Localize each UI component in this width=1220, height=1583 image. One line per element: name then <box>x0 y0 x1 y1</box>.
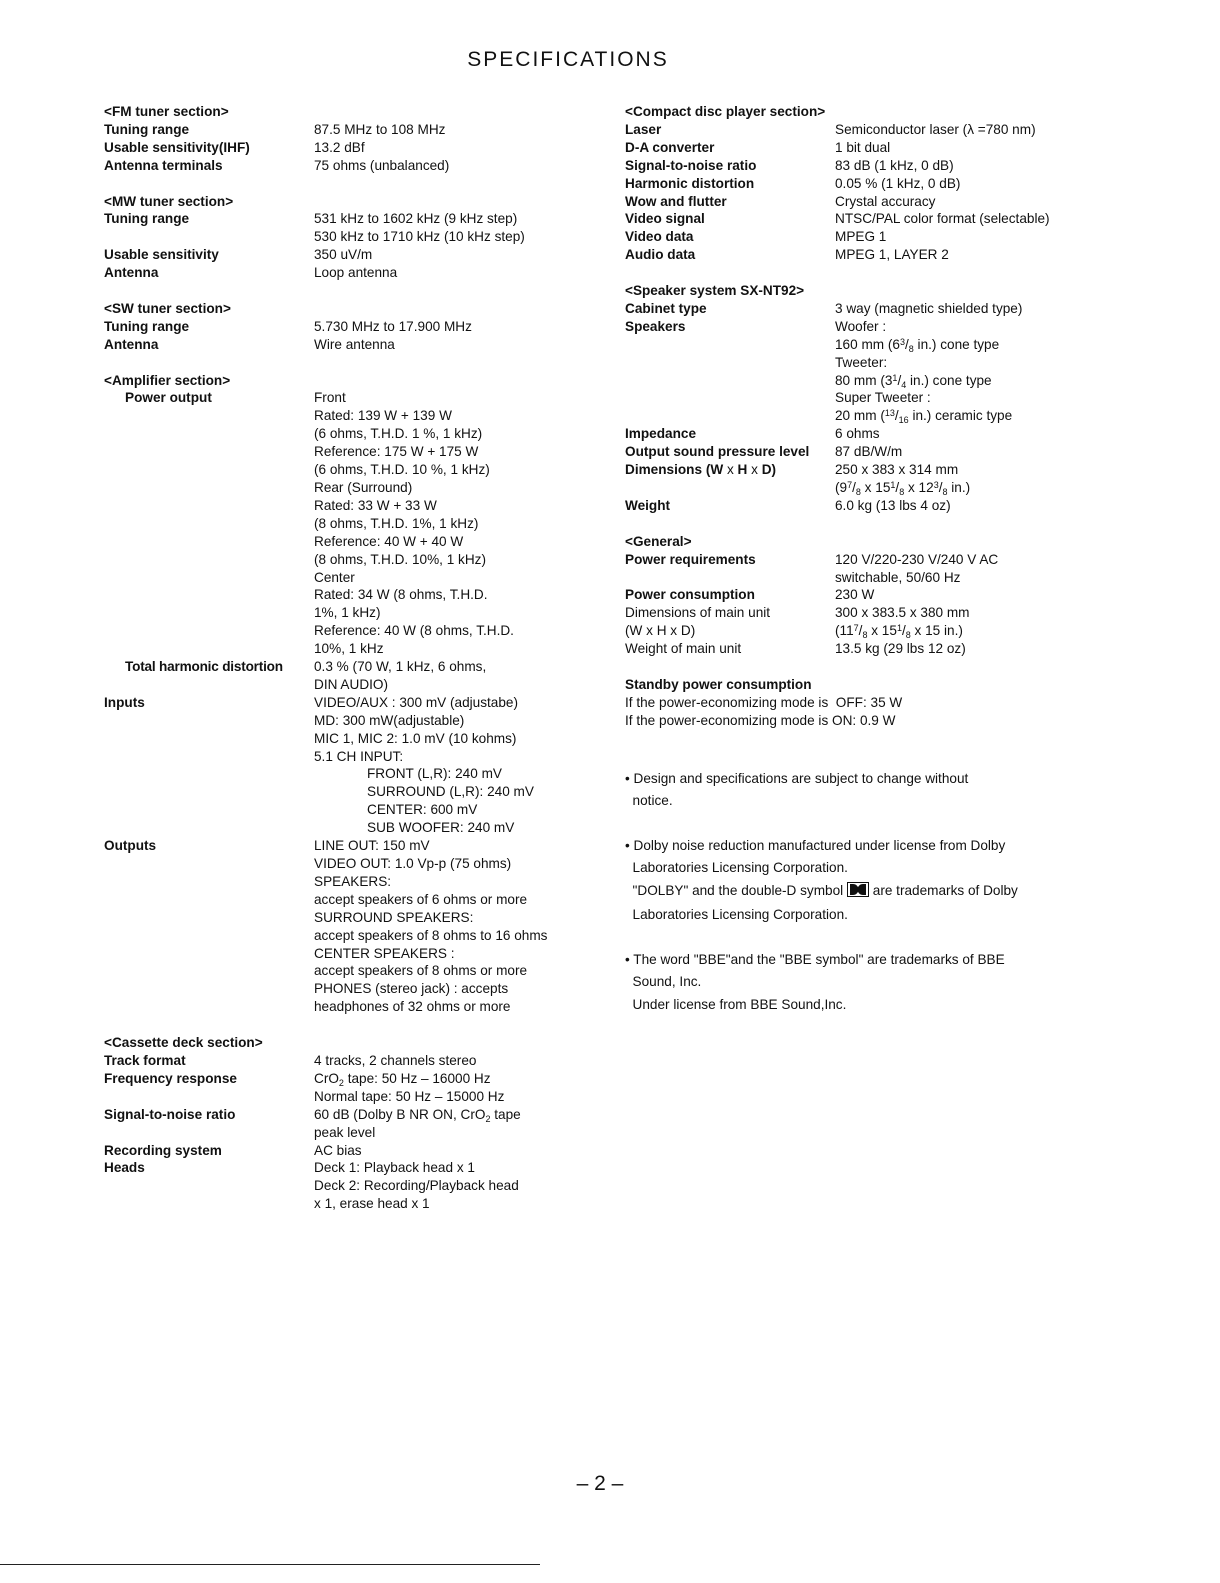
spec-value: CENTER: 600 mV <box>367 802 478 818</box>
spec-value: 0.05 % (1 kHz, 0 dB) <box>835 175 961 191</box>
spec-label: Antenna <box>104 265 159 281</box>
spec-value: switchable, 50/60 Hz <box>835 569 961 585</box>
spec-row <box>104 246 604 264</box>
spec-value: (6 ohms, T.H.D. 1 %, 1 kHz) <box>314 426 483 442</box>
spec-label: Recording system <box>104 1142 222 1158</box>
spec-value: 87.5 MHz to 108 MHz <box>314 121 446 137</box>
spec-label: Impedance <box>625 426 697 442</box>
dolby-double-d-icon <box>847 882 869 905</box>
note-bbe: • The word "BBE"and the "BBE symbol" are trademarks of BBE Sound, Inc. Under license from BBE Sound,Inc. <box>625 951 1005 1012</box>
spec-value: x 1, erase head x 1 <box>314 1196 430 1212</box>
spec-row <box>104 1142 604 1160</box>
spec-label: Tuning range <box>104 211 190 227</box>
spec-value: 5.1 CH INPUT: <box>314 748 404 764</box>
spec-label: Power output <box>125 390 212 406</box>
spec-value: SPEAKERS: <box>314 873 392 889</box>
standby-heading: Standby power consumption <box>625 676 812 692</box>
spec-label: Tuning range <box>104 121 190 137</box>
spec-row <box>625 497 1085 515</box>
spec-value: 60 dB (Dolby B NR ON, CrO$_2$ tape <box>314 1106 521 1124</box>
spec-row <box>104 157 604 175</box>
spec-value: SURROUND (L,R): 240 mV <box>367 784 534 800</box>
spec-value: accept speakers of 8 ohms to 16 ohms <box>314 927 548 943</box>
spec-label: Total harmonic distortion <box>125 659 283 675</box>
spec-value: headphones of 32 ohms or more <box>314 999 511 1015</box>
right-spec-column <box>625 103 1085 1016</box>
spec-value: CENTER SPEAKERS : <box>314 945 455 961</box>
spec-label: Track format <box>104 1052 186 1068</box>
spec-label: Weight of main unit <box>625 641 742 657</box>
spec-row <box>625 121 1085 139</box>
spec-value: Rated: 139 W + 139 W <box>314 408 452 424</box>
spec-value: peak level <box>314 1124 376 1140</box>
spec-label: Frequency response <box>104 1070 237 1086</box>
spec-row <box>625 425 1085 443</box>
spec-row <box>104 837 604 1016</box>
spec-label: Heads <box>104 1160 145 1176</box>
spec-row <box>104 1159 604 1213</box>
spec-row <box>625 586 1085 604</box>
left-spec-column <box>104 103 604 1213</box>
note-design-change: • Design and specifications are subject to change without notice. <box>625 770 969 809</box>
spec-row <box>625 157 1085 175</box>
spec-row <box>625 551 1085 587</box>
spec-label: Speakers <box>625 318 686 334</box>
spec-row <box>625 461 1085 497</box>
spec-value: PHONES (stereo jack) : accepts <box>314 981 509 997</box>
spec-value: CrO$_2$ tape: 50 Hz – 16000 Hz <box>314 1070 491 1088</box>
spec-label: Antenna terminals <box>104 157 223 173</box>
spec-row <box>625 300 1085 318</box>
spec-label: Inputs <box>104 694 145 710</box>
spec-value: 13.5 kg (29 lbs 12 oz) <box>835 641 966 657</box>
spec-value: MPEG 1 <box>835 229 887 245</box>
spec-row <box>625 175 1085 193</box>
general-section-heading: <General> <box>625 533 692 549</box>
spec-label: Harmonic distortion <box>625 175 755 191</box>
spec-value: DIN AUDIO) <box>314 676 389 692</box>
spec-label: Power consumption <box>625 587 755 603</box>
spec-value: 6 ohms <box>835 426 880 442</box>
spec-row <box>625 228 1085 246</box>
spec-value: 120 V/220-230 V/240 V AC <box>835 551 999 567</box>
spec-row <box>104 121 604 139</box>
spec-label: Usable sensitivity(IHF) <box>104 139 250 155</box>
spec-value: Reference: 40 W (8 ohms, T.H.D. <box>314 623 514 639</box>
note-dolby: • Dolby noise reduction manufactured under license from Dolby Laboratories Licensing Corporation. "DOLBY" and the double-D symbol are trademarks of Dolby Laboratories Licensing Corporation. <box>625 837 1018 923</box>
cassette-section-heading: <Cassette deck section> <box>104 1035 263 1051</box>
spec-row <box>625 604 1085 640</box>
spec-value: Center <box>314 569 355 585</box>
spec-label: Video signal <box>625 211 705 227</box>
spec-value: Loop antenna <box>314 265 398 281</box>
spec-value: 5.730 MHz to 17.900 MHz <box>314 318 472 334</box>
spec-value: 230 W <box>835 587 875 603</box>
spec-row <box>625 640 1085 658</box>
spec-value: 80 mm ($3^1/_4$ in.) cone type <box>835 372 992 390</box>
mw-section-heading: <MW tuner section> <box>104 193 234 209</box>
spec-label: Cabinet type <box>625 300 707 316</box>
spec-value: Deck 2: Recording/Playback head <box>314 1178 519 1194</box>
spec-value: Reference: 175 W + 175 W <box>314 444 479 460</box>
spec-value: (8 ohms, T.H.D. 1%, 1 kHz) <box>314 515 479 531</box>
spec-value: 10%, 1 kHz <box>314 641 384 657</box>
spec-label: Laser <box>625 121 662 137</box>
power-output-values <box>314 389 514 658</box>
spec-row <box>104 264 604 282</box>
spec-row <box>625 139 1085 157</box>
spec-value: 350 uV/m <box>314 247 373 263</box>
spec-row <box>104 1052 604 1070</box>
spec-value: 1 bit dual <box>835 139 891 155</box>
spec-row <box>625 246 1085 264</box>
speaker-section-heading: <Speaker system SX-NT92> <box>625 283 805 299</box>
bottom-rule <box>0 1564 540 1565</box>
spec-value: 4 tracks, 2 channels stereo <box>314 1052 477 1068</box>
spec-value: 83 dB (1 kHz, 0 dB) <box>835 157 954 173</box>
spec-value: Rated: 34 W (8 ohms, T.H.D. <box>314 587 488 603</box>
spec-label: Wow and flutter <box>625 193 727 209</box>
spec-value: FRONT (L,R): 240 mV <box>367 766 502 782</box>
spec-value: 530 kHz to 1710 kHz (10 kHz step) <box>314 229 525 245</box>
spec-row <box>104 228 604 246</box>
spec-value: SURROUND SPEAKERS: <box>314 909 474 925</box>
spec-value: Super Tweeter : <box>835 390 931 406</box>
spec-value: Rear (Surround) <box>314 479 413 495</box>
spec-label: Audio data <box>625 247 696 263</box>
spec-value: Crystal accuracy <box>835 193 936 209</box>
spec-value: 13.2 dBf <box>314 139 365 155</box>
spec-value: Semiconductor laser (λ =780 nm) <box>835 121 1036 137</box>
spec-label: Power requirements <box>625 551 756 567</box>
spec-label: Dimensions of main unit (W x H x D) <box>625 605 771 639</box>
spec-label: Outputs <box>104 838 157 854</box>
spec-value: 0.3 % (70 W, 1 kHz, 6 ohms, <box>314 659 487 675</box>
spec-row <box>625 210 1085 228</box>
standby-on-text: If the power-economizing mode is ON: 0.9 W <box>625 712 896 728</box>
spec-row <box>625 443 1085 461</box>
spec-label: Usable sensitivity <box>104 247 219 263</box>
spec-value: accept speakers of 8 ohms or more <box>314 963 528 979</box>
spec-row <box>104 318 604 336</box>
spec-label: Dimensions (W x H x D) <box>625 462 777 478</box>
spec-value: 250 x 383 x 314 mm <box>835 462 959 478</box>
spec-label: Weight <box>625 497 671 513</box>
spec-label: Signal-to-noise ratio <box>104 1106 236 1122</box>
spec-value: Woofer : <box>835 318 887 334</box>
spec-value: MPEG 1, LAYER 2 <box>835 247 949 263</box>
spec-value: VIDEO OUT: 1.0 Vp-p (75 ohms) <box>314 856 512 872</box>
spec-value: accept speakers of 6 ohms or more <box>314 891 528 907</box>
spec-value: 300 x 383.5 x 380 mm <box>835 605 970 621</box>
spec-value: 20 mm ($^{13}/_{16}$ in.) ceramic type <box>835 408 1013 426</box>
spec-row <box>625 193 1085 211</box>
spec-value: MD: 300 mW(adjustable) <box>314 712 465 728</box>
spec-row <box>104 389 604 658</box>
spec-row <box>104 694 604 837</box>
spec-value: 87 dB/W/m <box>835 444 903 460</box>
cd-section-heading: <Compact disc player section> <box>625 104 826 119</box>
spec-row <box>104 210 604 228</box>
spec-value: VIDEO/AUX : 300 mV (adjustabe) <box>314 694 518 710</box>
spec-row <box>625 318 1085 425</box>
spec-value: Deck 1: Playback head x 1 <box>314 1160 475 1176</box>
spec-row <box>104 336 604 354</box>
sw-section-heading: <SW tuner section> <box>104 300 231 316</box>
spec-value: Normal tape: 50 Hz – 15000 Hz <box>314 1088 505 1104</box>
spec-label: D-A converter <box>625 139 715 155</box>
spec-label: Output sound pressure level <box>625 444 810 460</box>
spec-value: 6.0 kg (13 lbs 4 oz) <box>835 497 951 513</box>
spec-row <box>104 1106 604 1142</box>
spec-value: ($9^7/_8$ x $15^1/_8$ x $12^3/_8$ in.) <box>835 480 971 498</box>
spec-label: Antenna <box>104 336 159 352</box>
spec-value: (8 ohms, T.H.D. 10%, 1 kHz) <box>314 551 486 567</box>
spec-label: Tuning range <box>104 318 190 334</box>
spec-row <box>104 1070 604 1106</box>
spec-value: Wire antenna <box>314 336 395 352</box>
spec-value: (6 ohms, T.H.D. 10 %, 1 kHz) <box>314 462 490 478</box>
spec-value: ($11^7/_8$ x $15^1/_8$ x 15 in.) <box>835 623 963 641</box>
spec-value: AC bias <box>314 1142 362 1158</box>
spec-value: Tweeter: <box>835 354 888 370</box>
spec-label: Video data <box>625 229 694 245</box>
spec-value: Front <box>314 390 346 406</box>
spec-value: LINE OUT: 150 mV <box>314 838 430 854</box>
spec-label: Signal-to-noise ratio <box>625 157 757 173</box>
spec-row <box>104 658 604 694</box>
standby-off-text: If the power-economizing mode is OFF: 35 W <box>625 694 903 710</box>
spec-value: 75 ohms (unbalanced) <box>314 157 450 173</box>
spec-row <box>104 139 604 157</box>
spec-value: MIC 1, MIC 2: 1.0 mV (10 kohms) <box>314 730 517 746</box>
spec-value: 531 kHz to 1602 kHz (9 kHz step) <box>314 211 518 227</box>
spec-value: NTSC/PAL color format (selectable) <box>835 211 1050 227</box>
spec-value: 1%, 1 kHz) <box>314 605 381 621</box>
spec-value: SUB WOOFER: 240 mV <box>367 820 515 836</box>
amplifier-section-heading: <Amplifier section> <box>104 372 231 388</box>
spec-value: 160 mm ($6^3/_8$ in.) cone type <box>835 336 1000 354</box>
page-title: SPECIFICATIONS <box>467 48 669 71</box>
spec-value: Reference: 40 W + 40 W <box>314 533 464 549</box>
spec-value: 3 way (magnetic shielded type) <box>835 300 1023 316</box>
fm-section-heading: <FM tuner section> <box>104 104 229 119</box>
spec-value: Rated: 33 W + 33 W <box>314 497 437 513</box>
page-number: – 2 – <box>576 1472 624 1495</box>
